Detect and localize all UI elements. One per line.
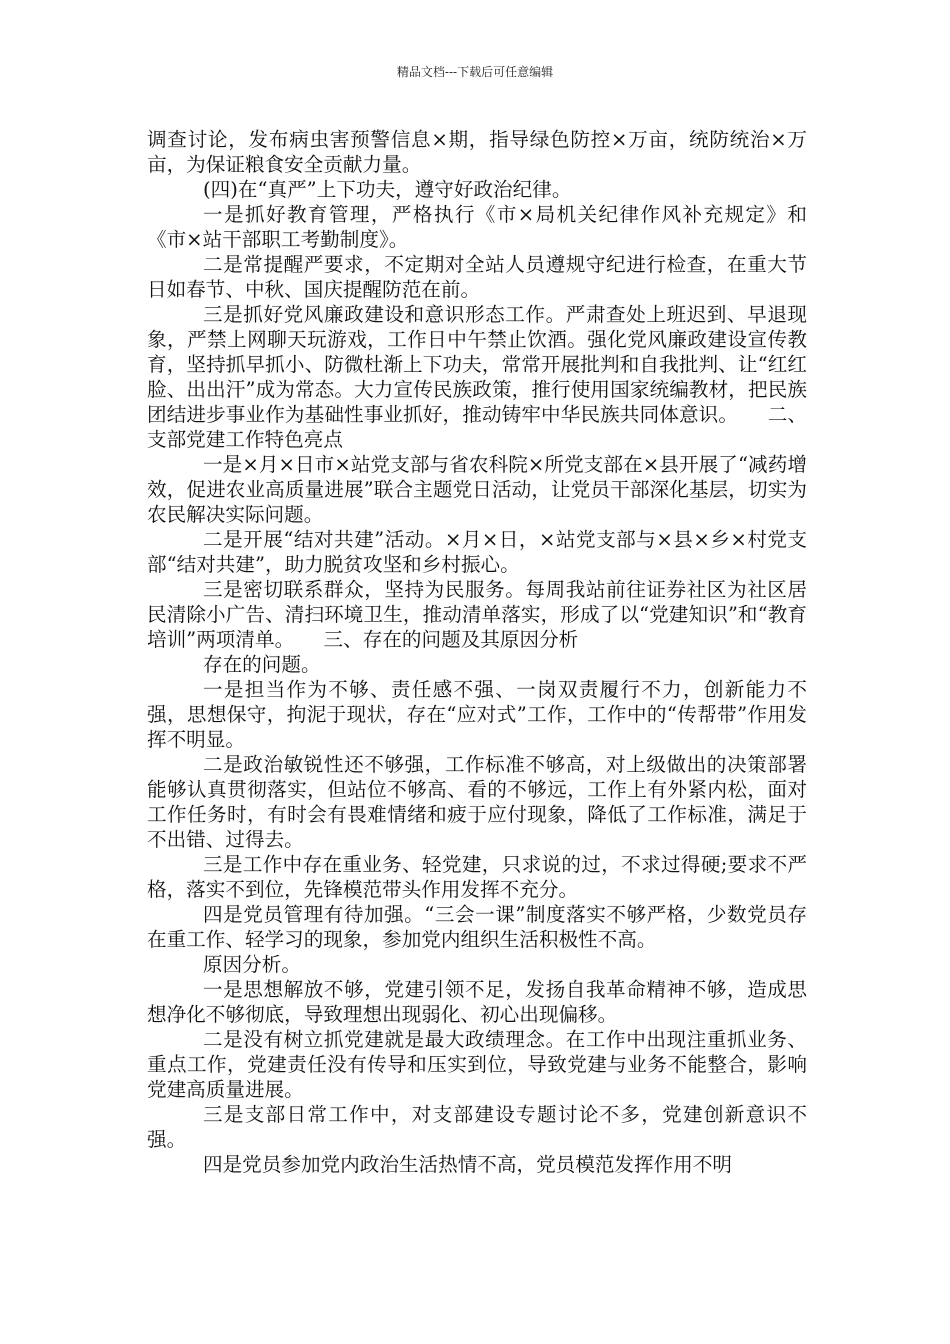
paragraph: 四是党员参加党内政治生活热情不高，党员模范发挥作用不明 bbox=[203, 1153, 733, 1176]
paragraph: 三是支部日常工作中，对支部建设专题讨论不多，党建创新意识不强。 bbox=[147, 1103, 807, 1151]
document-body bbox=[147, 127, 807, 1177]
paragraph: 四是党员管理有待加强。“三会一课”制度落实不够严格，少数党员存在重工作、轻学习的现象，参加党内组织生活积极性不高。 bbox=[147, 903, 807, 951]
paragraph: 存在的问题。 bbox=[203, 653, 321, 676]
paragraph: 调查讨论，发布病虫害预警信息×期，指导绿色防控×万亩，统防统治×万亩，为保证粮食安全贡献力量。 bbox=[147, 128, 807, 176]
paragraph: 一是担当作为不够、责任感不强、一岗双责履行不力，创新能力不强，思想保守，拘泥于现状，存在“应对式”工作，工作中的“传帮带”作用发挥不明显。 bbox=[147, 678, 807, 751]
paragraph: (四)在“真严”上下功夫，遵守好政治纪律。 bbox=[203, 178, 572, 201]
paragraph: 三是密切联系群众，坚持为民服务。每周我站前往证券社区为社区居民清除小广告、清扫环境卫生，推动清单落实，形成了以“党建知识”和“教育培训”两项清单。 三、存在的问题及其原因分析 bbox=[147, 578, 807, 651]
paragraph: 一是×月×日市×站党支部与省农科院×所党支部在×县开展了“减药增效，促进农业高质量进展”联合主题党日活动，让党员干部深化基层，切实为农民解决实际问题。 bbox=[147, 453, 807, 526]
paragraph: 二是开展“结对共建”活动。×月×日，×站党支部与×县×乡×村党支部“结对共建”，助力脱贫攻坚和乡村振心。 bbox=[147, 528, 807, 576]
paragraph: 三是工作中存在重业务、轻党建，只求说的过，不求过得硬;要求不严格，落实不到位，先锋模范带头作用发挥不充分。 bbox=[147, 853, 807, 901]
paragraph: 一是思想解放不够，党建引领不足，发扬自我革命精神不够，造成思想净化不够彻底，导致理想出现弱化、初心出现偏移。 bbox=[147, 978, 807, 1026]
paragraph: 二是常提醒严要求，不定期对全站人员遵规守纪进行检查，在重大节日如春节、中秋、国庆提醒防范在前。 bbox=[147, 253, 807, 301]
paragraph: 二是政治敏锐性还不够强，工作标准不够高，对上级做出的决策部署能够认真贯彻落实，但站位不够高、看的不够远，工作上有外紧内松，面对工作任务时，有时会有畏难情绪和疲于应付现象，降低了工作标准，满足于不出错、过得去。 bbox=[147, 753, 807, 851]
page-header: 精品文档---下载后可任意编辑 bbox=[396, 65, 554, 79]
paragraph: 一是抓好教育管理，严格执行《市×局机关纪律作风补充规定》和《市×站干部职工考勤制度》。 bbox=[147, 203, 807, 251]
paragraph: 原因分析。 bbox=[203, 953, 301, 976]
paragraph: 三是抓好党风廉政建设和意识形态工作。严肃查处上班迟到、早退现象，严禁上网聊天玩游戏，工作日中午禁止饮酒。强化党风廉政建设宣传教育，坚持抓早抓小、防微杜渐上下功夫，常常开展批判和自我批判、让“红红脸、出出汗”成为常态。大力宣传民族政策，推行使用国家统编教材，把民族团结进步事业作为基础性事业抓好，推动铸牢中华民族共同体意识。 二、支部党建工作特色亮点 bbox=[147, 303, 807, 451]
paragraph: 二是没有树立抓党建就是最大政绩理念。在工作中出现注重抓业务、重点工作，党建责任没有传导和压实到位，导致党建与业务不能整合，影响党建高质量进展。 bbox=[147, 1028, 807, 1101]
